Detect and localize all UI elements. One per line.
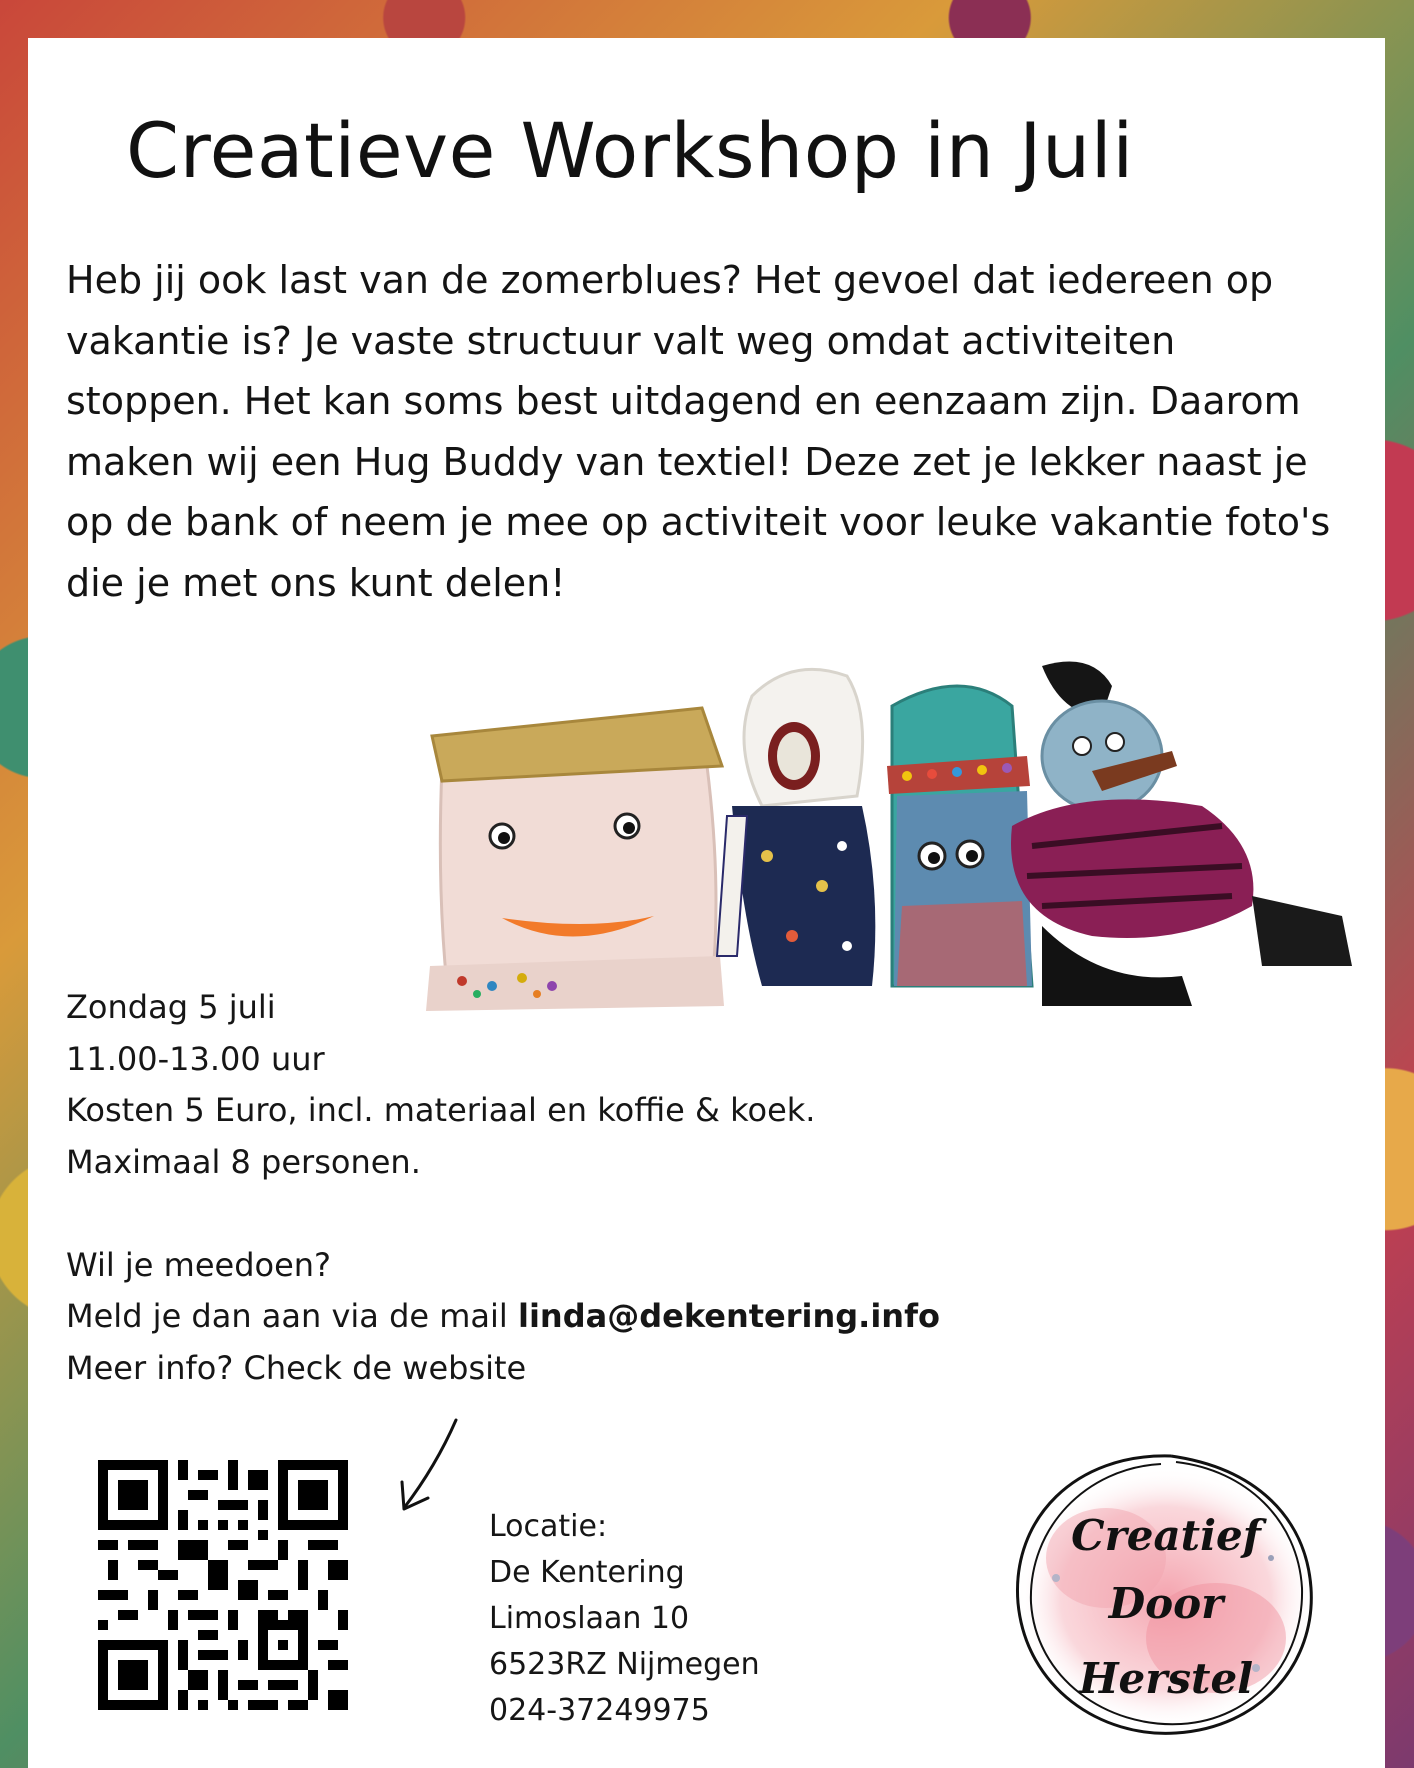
hug-buddy-pink [426, 708, 724, 1011]
spacer [66, 1188, 1066, 1240]
event-time: 11.00-13.00 uur [66, 1039, 325, 1078]
signup-email[interactable]: linda@dekentering.info [517, 1297, 940, 1335]
hug-buddy-print [887, 686, 1032, 986]
location-phone[interactable]: 024-37249975 [489, 1693, 710, 1728]
more-info-line: Meer info? Check de website [66, 1348, 527, 1387]
location-block [489, 1504, 760, 1734]
hug-buddy-purple [1011, 662, 1352, 1007]
event-cost: Kosten 5 Euro, incl. materiaal en koffie & koek. [66, 1091, 816, 1129]
arrow-icon [396, 1416, 466, 1516]
hug-buddy-white [717, 669, 875, 986]
signup-line [66, 1291, 1066, 1343]
location-street: Limoslaan 10 [489, 1601, 690, 1636]
poster-sheet [28, 38, 1385, 1768]
signup-prefix: Meld je dan aan via de mail [66, 1297, 518, 1335]
event-date: Zondag 5 juli [66, 988, 276, 1026]
logo-line3: Herstel [1078, 1654, 1254, 1703]
location-city: 6523RZ Nijmegen [489, 1647, 760, 1682]
logo-line1: Creatief [1071, 1511, 1261, 1560]
qr-code-icon[interactable] [98, 1460, 348, 1710]
location-label: Locatie: [489, 1509, 608, 1544]
event-capacity: Maximaal 8 personen. [66, 1142, 421, 1181]
intro-text: Heb jij ook last van de zomerblues? Het gevoel dat iedereen op vakantie is? Je vaste structuur valt weg omdat activiteiten stoppen. Het kan soms best uitdagend en eenzaam zijn. Daarom maken wij een Hug Buddy van textiel! Deze zet je lekker naast je op de bank of neem je mee op activiteit voor leuke vakantie foto's die je met ons kunt delen! [66, 258, 1331, 605]
creatief-door-herstel-logo [986, 1438, 1346, 1748]
poster-title: Creatieve Workshop in Juli [126, 106, 1134, 195]
logo-line2: Door [1108, 1579, 1224, 1628]
join-question: Wil je meedoen? [66, 1245, 332, 1284]
workshop-details [66, 982, 1066, 1394]
location-name: De Kentering [489, 1555, 685, 1590]
